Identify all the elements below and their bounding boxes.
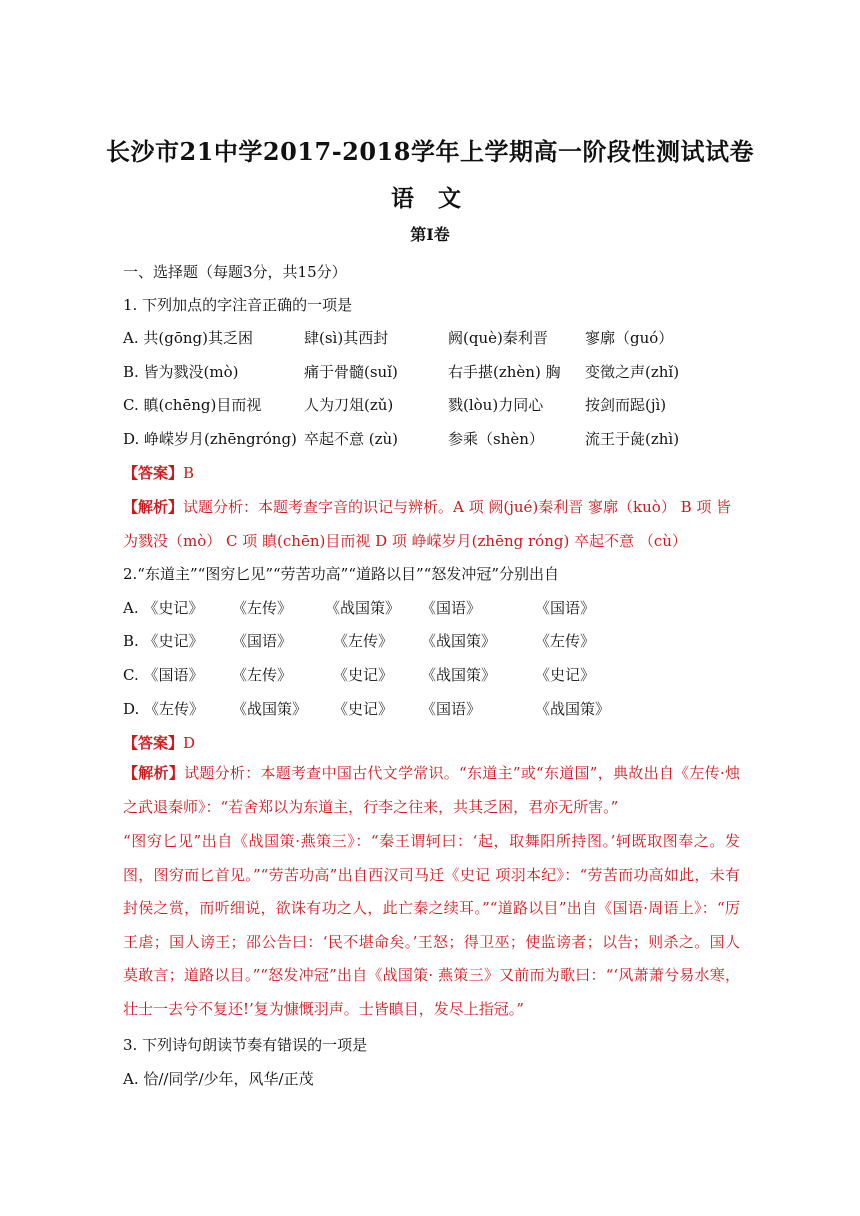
q1-analysis-line-1 [123, 496, 731, 517]
option-cell: 戮(lòu)力同心 [448, 396, 544, 414]
q1-analysis-line-2: 为戮没（mò） C 项 瞋(chēn)目而视 D 项 峥嵘岁月(zhēng róng) 卒起不意 （cù） [123, 532, 687, 550]
option-cell: B. 皆为戮没(mò) [123, 363, 239, 381]
answer-value: B [183, 464, 195, 482]
volume-heading: 第Ⅰ卷 [410, 225, 450, 244]
q2-option-b [123, 630, 743, 652]
analysis-text: 试题分析：本题考查字音的识记与辨析。A 项 阙(jué)秦利晋 寥廓（kuò） B 项 皆 [183, 498, 732, 516]
q2-analysis-paragraph-1 [123, 757, 740, 824]
q2-answer [123, 732, 195, 753]
option-cell: C. 《国语》 [123, 666, 204, 684]
option-cell: 痛于骨髓(suǐ) [304, 363, 398, 381]
option-cell: 参乘（shèn） [448, 430, 544, 448]
option-cell: 《战国策》 [421, 666, 497, 684]
option-cell: D. 峥嵘岁月(zhēngróng) [123, 430, 297, 448]
option-cell: 《国语》 [535, 599, 596, 617]
option-cell: A. 共(gōng)其乏困 [123, 329, 253, 347]
option-cell: A. 《史记》 [123, 599, 204, 617]
option-cell: 《国语》 [421, 599, 482, 617]
option-cell: 右手揕(zhèn) 胸 [448, 363, 561, 381]
option-cell: 《左传》 [535, 632, 596, 650]
q2-option-a [123, 597, 743, 619]
option-cell: 流王于彘(zhì) [585, 430, 680, 448]
option-cell: B. 《史记》 [123, 632, 204, 650]
option-cell: 《国语》 [421, 700, 482, 718]
q1-option-d [123, 428, 743, 450]
answer-value: D [183, 734, 196, 752]
page-title: 长沙市21中学2017-2018学年上学期高一阶段性测试试卷 [106, 137, 754, 166]
q2-option-c [123, 664, 743, 686]
q3-option-a: A. 恰//同学/少年，风华/正茂 [123, 1070, 314, 1088]
q1-option-c [123, 394, 743, 416]
option-cell: 《国语》 [232, 632, 293, 650]
question-2-stem: 2.“东道主”“图穷匕见”“劳苦功高”“道路以目”“怒发冲冠”分别出自 [123, 565, 559, 583]
analysis-text: 试题分析：本题考查中国古代文学常识。“东道主”或“东道国”，典故出自《左传·烛之武退秦师》：“若舍郑以为东道主，行李之往来，共其乏困，君亦无所害。” [123, 764, 740, 816]
subject-heading: 语 文 [390, 185, 469, 212]
answer-tag: 【答案】 [123, 464, 184, 482]
option-cell: 按剑而跽(jì) [585, 396, 667, 414]
option-cell: 寥廓（guó） [585, 329, 674, 347]
option-cell: 《战国策》 [325, 599, 401, 617]
option-cell: 变徵之声(zhǐ) [585, 363, 680, 381]
option-cell: 肆(sì)其西封 [304, 329, 389, 347]
option-cell: D. 《左传》 [123, 700, 205, 718]
analysis-tag: 【解析】 [123, 498, 184, 516]
analysis-tag: 【解析】 [123, 764, 185, 782]
q1-answer [123, 462, 194, 483]
q1-option-a [123, 327, 743, 349]
option-cell: 《左传》 [232, 666, 293, 684]
option-cell: 《史记》 [535, 666, 596, 684]
option-cell: 卒起不意 (zù) [304, 430, 399, 448]
q1-option-b [123, 361, 743, 383]
q2-option-d [123, 698, 743, 720]
option-cell: 《史记》 [333, 666, 394, 684]
question-1-stem: 1. 下列加点的字注音正确的一项是 [123, 296, 353, 314]
q2-analysis-paragraph-2: “图穷匕见”出自《战国策·燕策三》：“秦王谓轲曰：‘起，取舞阳所持图。’轲既取图奉之。发图，图穷而匕首见。”“劳苦功高”出自西汉司马迁《史记 项羽本纪》：“劳苦而功高如此，未有封侯之赏，而听细说，欲诛有功之人，此亡秦之续耳。”“道路以目”出自《国语·周语上》：“厉王虐；国人谤王；邵公告曰：‘民不堪命矣。’王怒；得卫巫；使监谤者；以告；则杀之。国人莫敢言；道路以目。”“怒发冲冠”出自《战国策· 燕策三》又前而为歌曰：“‘风萧萧兮易水寒，壮士一去兮不复还!’复为慷慨羽声。士皆瞋目，发尽上指冠。” [123, 832, 740, 1018]
option-cell: 人为刀俎(zǔ) [304, 396, 394, 414]
answer-tag: 【答案】 [123, 734, 184, 752]
option-cell: 《左传》 [232, 599, 293, 617]
option-cell: C. 瞋(chēng)目而视 [123, 396, 262, 414]
question-3-stem: 3. 下列诗句朗读节奏有错误的一项是 [123, 1036, 368, 1054]
section-heading: 一、选择题（每题3分，共15分） [123, 263, 347, 281]
option-cell: 《战国策》 [232, 700, 308, 718]
option-cell: 《战国策》 [535, 700, 611, 718]
option-cell: 《战国策》 [421, 632, 497, 650]
option-cell: 《左传》 [333, 632, 394, 650]
option-cell: 阙(què)秦利晋 [448, 329, 548, 347]
option-cell: 《史记》 [333, 700, 394, 718]
